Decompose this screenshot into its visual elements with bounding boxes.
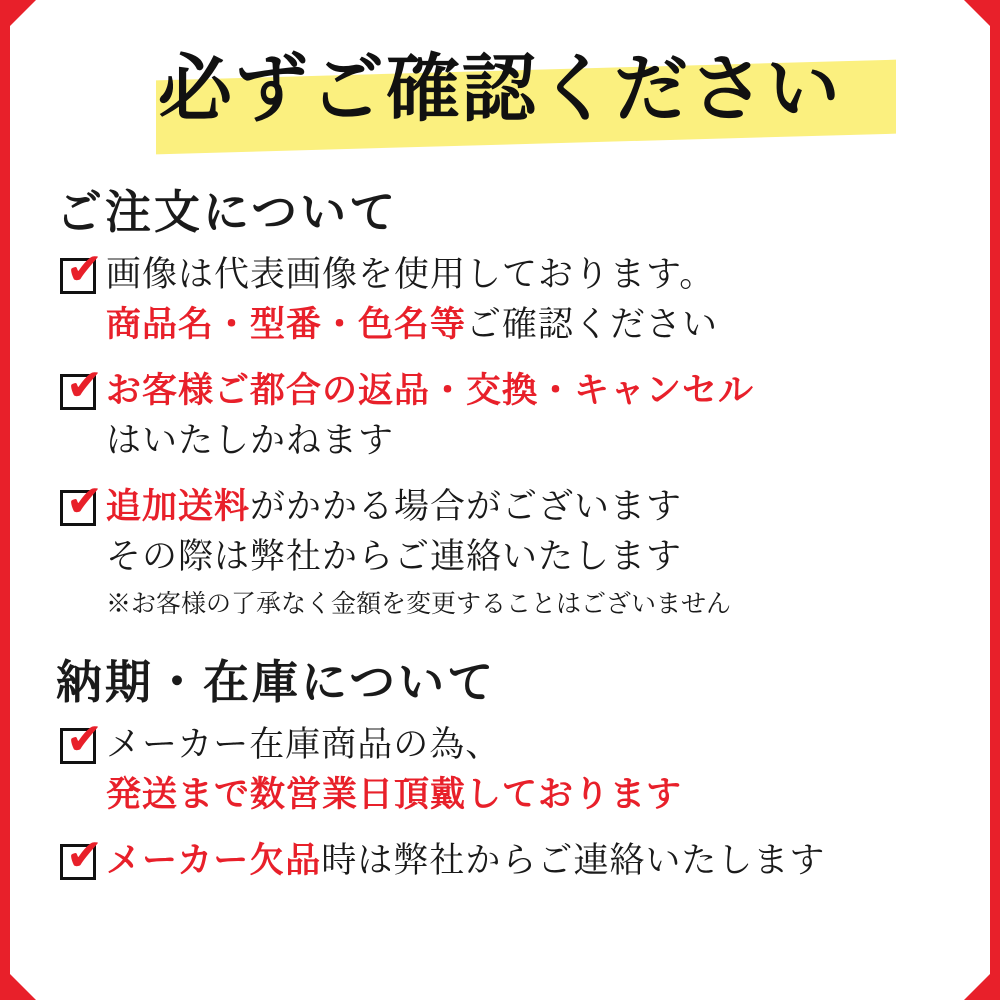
checkbox-checked-icon (60, 830, 103, 881)
notice-line-rest: がかかる場合がございます (250, 487, 683, 527)
check-glyph: ✔ (66, 360, 103, 411)
page-title-block (38, 34, 962, 170)
notice-line-emphasis: メーカー欠品 (106, 840, 322, 881)
check-glyph: ✔ (66, 830, 103, 881)
notice-line-rest: ご確認ください (466, 305, 719, 345)
notice-footnote: ※お客様の了承なく金額を変更することはございません (106, 589, 732, 618)
notice-line-rest: 時は弊社からご連絡いたします (321, 841, 826, 881)
section-heading-orders: ご注文について (56, 185, 399, 239)
check-glyph: ✔ (66, 714, 103, 765)
notice-item (60, 360, 962, 466)
notice-line: お客様ご都合の返品・交換・キャンセル (106, 370, 755, 411)
notice-line-emphasis: 追加送料 (106, 486, 251, 527)
notice-line: その際は弊社からご連絡いたします (106, 537, 683, 577)
page-title: 必ずご確認ください (158, 46, 842, 132)
notice-item (60, 830, 962, 886)
notice-line: 発送まで数営業日頂戴しております (106, 774, 683, 815)
notice-item-text (106, 482, 962, 624)
checkbox-checked-icon (60, 360, 103, 411)
notice-content (10, 0, 990, 1000)
notice-item-text (106, 250, 962, 350)
notice-item (60, 714, 962, 820)
notice-item (60, 476, 962, 624)
checkbox-checked-icon (60, 244, 103, 295)
notice-line: はいたしかねます (106, 421, 395, 461)
check-glyph: ✔ (66, 476, 103, 527)
notice-line (106, 836, 962, 886)
checkbox-checked-icon (60, 476, 103, 527)
notice-line-emphasis: 商品名・型番・色名等 (106, 304, 467, 345)
notice-line (106, 300, 962, 350)
notice-item-text (106, 836, 962, 886)
notice-item-text (106, 720, 962, 820)
notice-line: メーカー在庫商品の為、 (106, 725, 502, 765)
check-glyph: ✔ (66, 244, 103, 295)
section-heading-delivery: 納期・在庫について (56, 655, 497, 709)
notice-item (60, 244, 962, 350)
notice-line (106, 482, 962, 532)
notice-item-text (106, 366, 962, 466)
notice-line: 画像は代表画像を使用しております。 (106, 255, 716, 295)
checkbox-checked-icon (60, 714, 103, 765)
